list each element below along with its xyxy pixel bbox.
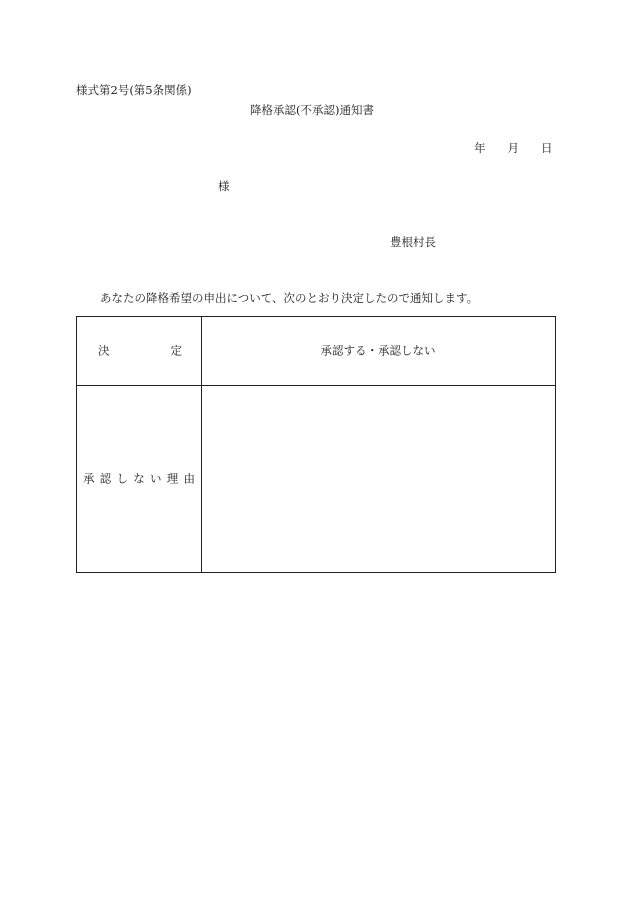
reason-label-cell (77, 385, 202, 572)
addressee-honorific: 様 (218, 179, 230, 193)
notice-body-text: あなたの降格希望の申出について、次のとおり決定したので通知します。 (100, 291, 479, 305)
date-line (474, 143, 553, 155)
issuer-name: 豊根村長 (390, 235, 436, 249)
reason-label-char: 認 (99, 470, 112, 485)
decision-label-char: 決 (98, 343, 110, 358)
reason-label-char: 由 (183, 470, 195, 485)
decision-label-char: 定 (170, 343, 182, 358)
decision-value: 承認する・承認しない (320, 343, 436, 358)
reason-label-char: 理 (166, 470, 179, 485)
decision-label (98, 345, 182, 357)
table-row-reason (77, 385, 555, 572)
table-row-decision (77, 317, 555, 386)
day-label: 日 (541, 141, 553, 155)
reason-label-char: し (116, 470, 128, 485)
reason-label-char: な (133, 470, 145, 485)
year-label: 年 (474, 141, 486, 155)
document-title: 降格承認(不承認)通知書 (250, 103, 374, 117)
reason-label-char: い (150, 470, 162, 485)
decision-value-cell (201, 317, 555, 385)
decision-table (76, 316, 556, 573)
reason-label-char: 承 (83, 470, 95, 485)
month-label: 月 (507, 141, 519, 155)
reason-label (83, 470, 195, 485)
form-number: 様式第2号(第5条関係) (76, 83, 192, 97)
reason-value-cell (201, 385, 555, 572)
decision-label-cell (77, 317, 202, 385)
